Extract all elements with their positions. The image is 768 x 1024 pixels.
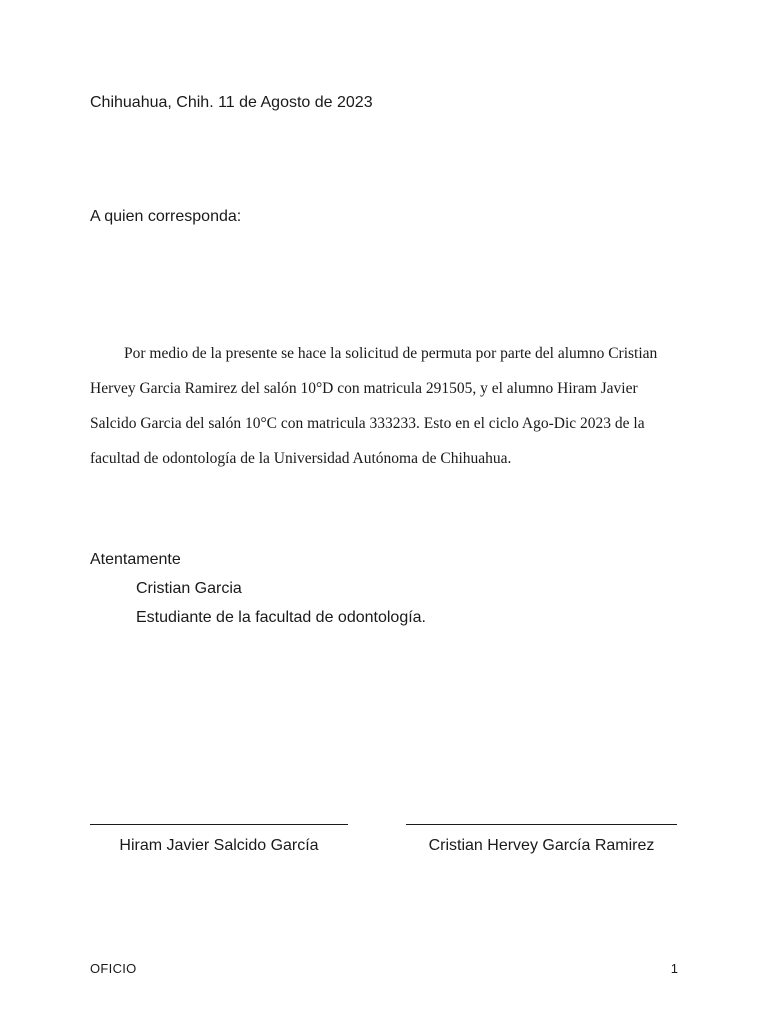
date-line: Chihuahua, Chih. 11 de Agosto de 2023 xyxy=(90,94,373,111)
closing: Atentamente xyxy=(90,551,181,568)
footer-label: OFICIO xyxy=(90,961,137,976)
signature-name-right: Cristian Hervey García Ramirez xyxy=(428,837,655,854)
signature-name-left: Hiram Javier Salcido García xyxy=(119,837,319,854)
signer-name: Cristian Garcia xyxy=(136,580,242,597)
signature-line-right xyxy=(406,824,677,825)
body-paragraph: Por medio de la presente se hace la solicitud de permuta por parte del alumno Cristian Hervey Garcia Ramirez del salón 10°D con matricula 291505, y el alumno Hiram Javier Salcido Garcia del salón 10°C con matricula 333233. Esto en el ciclo Ago-Dic 2023 de la facultad de odontología de la Universidad Autónoma de Chihuahua. xyxy=(90,345,658,467)
signature-line-left xyxy=(90,824,348,825)
signer-role: Estudiante de la facultad de odontología. xyxy=(136,609,426,626)
page-number: 1 xyxy=(670,961,678,976)
salutation: A quien corresponda: xyxy=(90,208,242,225)
